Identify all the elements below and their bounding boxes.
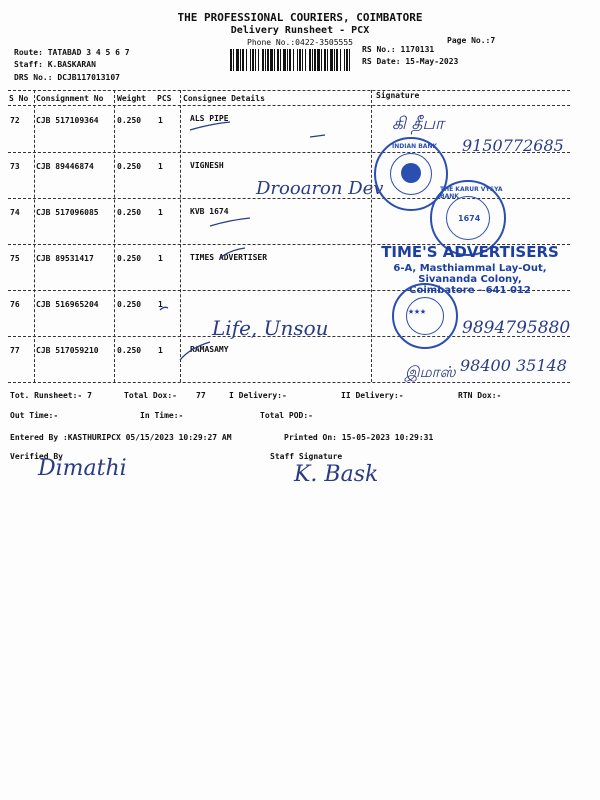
first-delivery-label: I Delivery:- xyxy=(229,391,287,400)
row76-phone: 9894795880 xyxy=(462,318,571,338)
row72-signature-scribble: கி தீபா xyxy=(392,114,444,134)
verified-by-signature: Dimathi xyxy=(38,456,127,481)
row-consignment: CJB 516965204 xyxy=(36,300,99,309)
rs-date: RS Date: 15-May-2023 xyxy=(362,57,459,66)
row-sno: 73 xyxy=(10,162,20,171)
row-sno: 72 xyxy=(10,116,20,125)
row-pcs: 1 xyxy=(158,162,163,171)
row-pcs: 1 xyxy=(158,254,163,263)
row-consignee: ALS PIPE xyxy=(190,114,229,123)
header-weight: Weight xyxy=(117,94,146,103)
row-weight: 0.250 xyxy=(117,346,142,355)
stamp-address-line: Sivananda Colony, xyxy=(418,274,522,285)
total-dox-label: Total Dox:- xyxy=(124,391,177,400)
verified-by-label: Verified By xyxy=(10,452,63,461)
drs-number: DRS No.: DCJB117013107 xyxy=(14,73,120,82)
star-icon: ★★★ xyxy=(408,306,427,317)
row-sno: 77 xyxy=(10,346,20,355)
rs-number: RS No.: 1170131 xyxy=(362,45,435,54)
row-consignment: CJB 517096085 xyxy=(36,208,99,217)
phone-number: Phone No.:0422-3505555 xyxy=(247,38,353,47)
staff-label: Staff: K.BASKARAN xyxy=(14,60,96,69)
route-label: Route: TATABAD 3 4 5 6 7 xyxy=(14,48,130,57)
row-consignee: RAMASAMY xyxy=(190,345,229,354)
header-pcs: PCS xyxy=(157,94,172,103)
header-divider xyxy=(8,105,570,106)
row-pcs: 1 xyxy=(158,208,163,217)
row-weight: 0.250 xyxy=(117,208,142,217)
row-weight: 0.250 xyxy=(117,116,142,125)
total-pod-label: Total POD:- xyxy=(260,411,313,420)
second-delivery-label: II Delivery:- xyxy=(341,391,404,400)
runsheet-subtitle: Delivery Runsheet - PCX xyxy=(230,25,370,36)
bank-seal-stamp: INDIAN BANK xyxy=(374,137,448,211)
row76-signature: Life, Unsou xyxy=(212,316,329,340)
row77-signature: இமாஸ் xyxy=(405,363,456,381)
header-sno: S No xyxy=(9,94,29,103)
row-consignee: KVB 1674 xyxy=(190,207,229,216)
header-signature: Signature xyxy=(376,91,420,100)
row-sno: 74 xyxy=(10,208,20,217)
bank-logo-icon xyxy=(401,163,421,183)
column-divider xyxy=(34,90,35,382)
table-top-border xyxy=(8,90,570,91)
courier-company-title: THE PROFESSIONAL COURIERS, COIMBATORE xyxy=(177,11,423,24)
row-consignment: CJB 517059210 xyxy=(36,346,99,355)
times-advertisers-stamp xyxy=(372,243,568,296)
column-divider xyxy=(114,90,115,382)
row-sno: 75 xyxy=(10,254,20,263)
kvb-seal-stamp: THE KARUR VYSYA BANK 1674 xyxy=(430,180,506,256)
row-consignment: CJB 517109364 xyxy=(36,116,99,125)
row-consignee: TIMES ADVERTISER xyxy=(190,253,268,262)
total-dox-value: 77 xyxy=(196,391,206,400)
stamp-address-line: Coimbatore - 641 012 xyxy=(409,285,531,296)
printed-on: Printed On: 15-05-2023 10:29:31 xyxy=(284,433,434,442)
out-time-label: Out Time:- xyxy=(10,411,59,420)
handwritten-marks xyxy=(150,110,380,390)
row73-signature: Drooaron Dev xyxy=(256,178,384,199)
row-weight: 0.250 xyxy=(117,162,142,171)
stamp-company-name: TIME'S ADVERTISERS xyxy=(381,243,559,261)
entered-by: Entered By :KASTHURIPCX 05/15/2023 10:29:27 AM xyxy=(10,433,232,442)
row-pcs: 1 xyxy=(158,346,163,355)
row-pcs: 1 xyxy=(158,116,163,125)
row-weight: 0.250 xyxy=(117,254,142,263)
in-time-label: In Time:- xyxy=(140,411,184,420)
row-consignment: CJB 89531417 xyxy=(36,254,94,263)
total-runsheet: Tot. Runsheet:- 7 xyxy=(10,391,92,400)
row-pcs: 1 xyxy=(158,300,163,309)
row-consignee: VIGNESH xyxy=(190,161,224,170)
row-sno: 76 xyxy=(10,300,20,309)
staff-signature-label: Staff Signature xyxy=(270,452,343,461)
return-dox-label: RTN Dox:- xyxy=(458,391,502,400)
row77-phone: 98400 35148 xyxy=(460,356,567,375)
row-consignment: CJB 89446874 xyxy=(36,162,94,171)
barcode xyxy=(230,49,352,71)
row72-phone: 9150772685 xyxy=(462,136,564,155)
header-consignment: Consignment No xyxy=(36,94,104,103)
row-weight: 0.250 xyxy=(117,300,142,309)
round-seal-stamp xyxy=(392,283,458,349)
page-number: Page No.:7 xyxy=(447,36,496,45)
staff-signature: K. Bask xyxy=(294,462,379,487)
header-consignee: Consignee Details xyxy=(183,94,265,103)
stamp-address-line: 6-A, Masthiammal Lay-Out, xyxy=(393,263,547,274)
